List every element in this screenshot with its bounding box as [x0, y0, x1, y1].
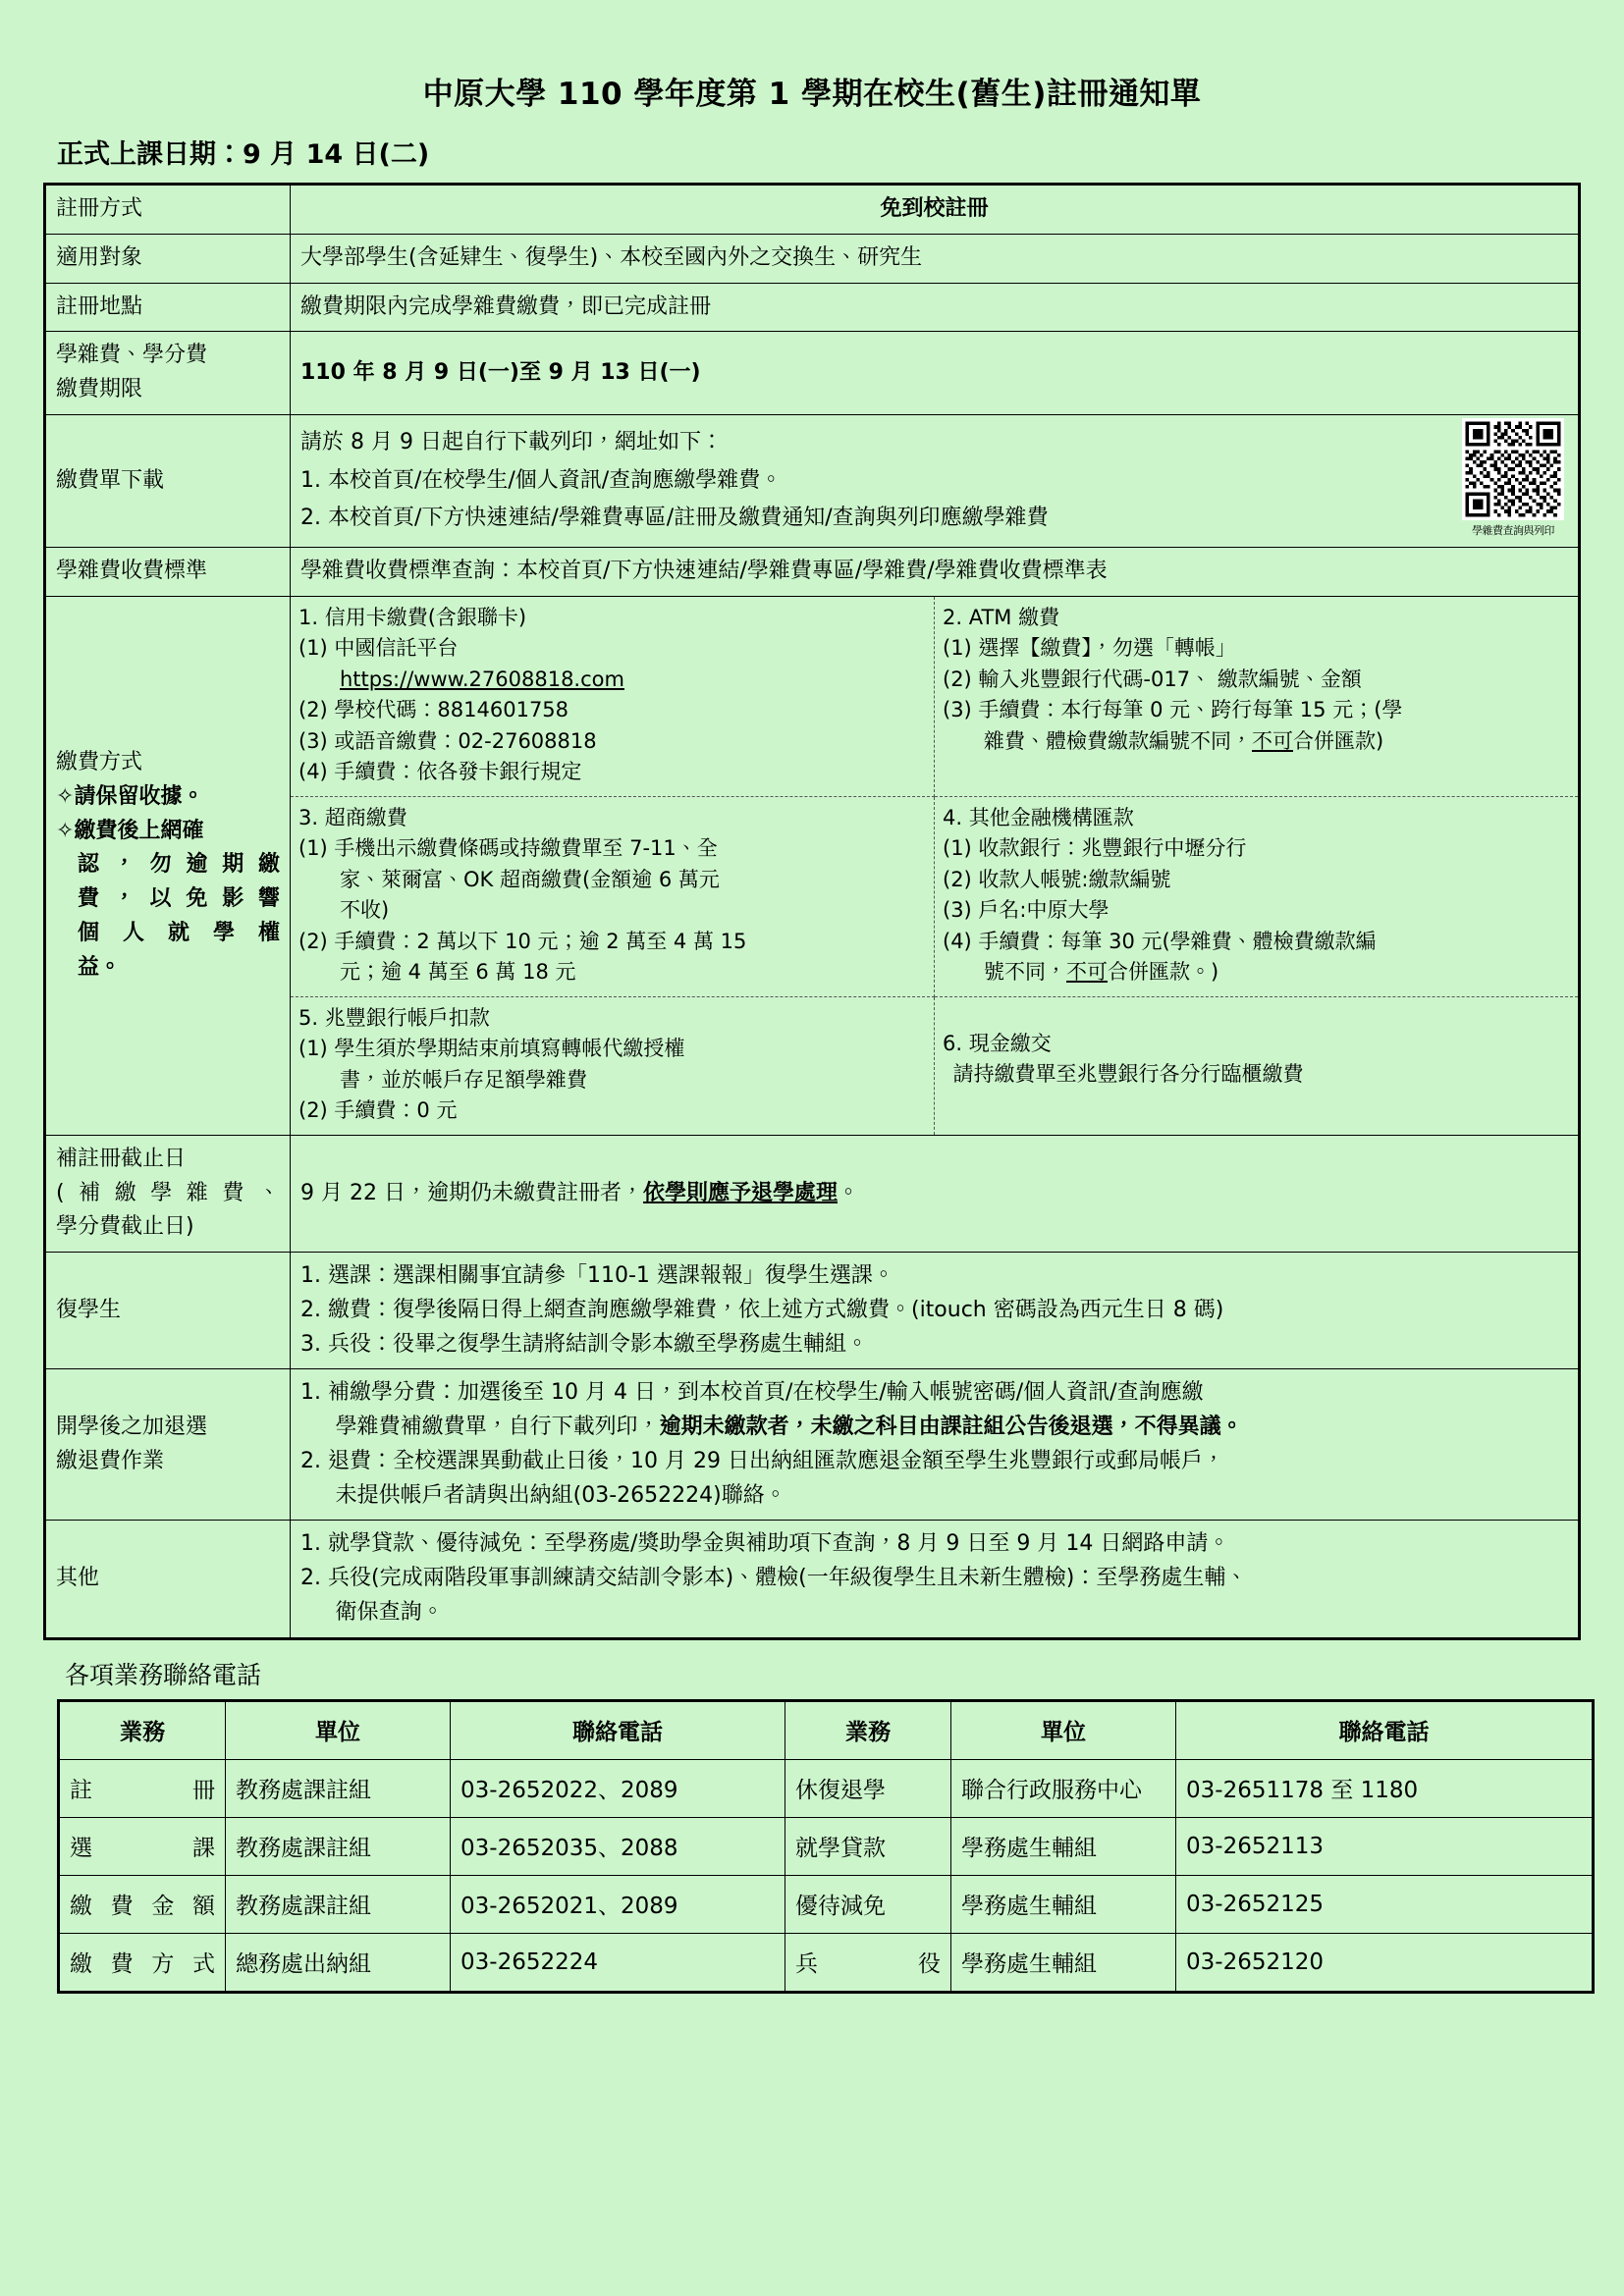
bill-download-line-1: 請於 8 月 9 日起自行下載列印，網址如下： — [300, 429, 723, 454]
table-row-registration-method — [45, 185, 1580, 235]
auto-debit-item-2: (2) 手續費：0 元 — [298, 1098, 458, 1123]
payment-method-convenience-store — [291, 796, 935, 996]
atm-item-2: (2) 輸入兆豐銀行代碼-017、 繳款編號、金額 — [943, 667, 1362, 691]
contact-unit-1-3: 總務處出納組 — [226, 1933, 451, 1992]
add-drop-item-1: 1. 補繳學分費：加選後至 10 月 4 日，到本校首頁/在校學生/輸入帳號密碼/個人資訊/查詢應繳 學雜費補繳費單，自行下載列印，逾期未繳款者，未繳之科目由課註組公告後退選，不得異議。 — [300, 1380, 1243, 1439]
row-value-registration-method: 免到校註冊 — [291, 185, 1580, 235]
contact-phone-2-3: 03-2652120 — [1176, 1933, 1594, 1992]
contact-phone-2-0: 03-2651178 至 1180 — [1176, 1759, 1594, 1817]
contact-unit-2-0: 聯合行政服務中心 — [951, 1759, 1176, 1817]
contact-phone-2-2: 03-2652125 — [1176, 1875, 1594, 1933]
row-label-target: 適用對象 — [45, 234, 291, 283]
cvs-item-2: (2) 手續費：2 萬以下 10 元；逾 2 萬至 4 萬 15 元；逾 4 萬至 6 萬 18 元 — [298, 929, 747, 985]
other-item-2: 2. 兵役(完成兩階段軍事訓練請交結訓令影本)、體檢(一年級復學生且未新生體檢)：至學務處生輔、 衛保查詢。 — [300, 1566, 1248, 1625]
table-row — [59, 1817, 1594, 1875]
table-row-late-registration — [45, 1135, 1580, 1252]
bank-transfer-item-3: (3) 戶名:中原大學 — [943, 898, 1110, 923]
credit-card-item-2: (2) 學校代碼：8814601758 — [298, 698, 569, 722]
contact-header-row — [59, 1700, 1594, 1759]
add-drop-item-2: 2. 退費：全校選課異動截止日後，10 月 29 日出納組匯款應退金額至學生兆豐銀行或郵局帳戶， 未提供帳戶者請與出納組(03-2652224)聯絡。 — [300, 1448, 1224, 1508]
class-start-date: 正式上課日期：9 月 14 日(二) — [57, 139, 430, 170]
cash-line: 請持繳費單至兆豐銀行各分行臨櫃繳費 — [952, 1062, 1304, 1087]
contact-unit-1-2: 教務處課註組 — [226, 1875, 451, 1933]
payment-note-2-line2: 認，勿逾期繳 — [78, 852, 280, 878]
qr-code-block — [1458, 418, 1568, 539]
payment-methods-grid-cell — [291, 596, 1580, 1135]
row-label-payment-deadline — [45, 332, 291, 415]
cvs-item-1: (1) 手機出示繳費條碼或持繳費單至 7-11、全 家、萊爾富、OK 超商繳費(金額逾 6 萬元 不收) — [298, 836, 720, 923]
table-row-payment-deadline — [45, 332, 1580, 415]
auto-debit-title: 5. 兆豐銀行帳戶扣款 — [298, 1005, 490, 1030]
contact-service-1-2: 繳費金額 — [59, 1875, 226, 1933]
cash-title: 6. 現金繳交 — [943, 1031, 1052, 1055]
table-row-bill-download — [45, 414, 1580, 547]
bill-download-line-2: 1. 本校首頁/在校學生/個人資訊/查詢應繳學雜費。 — [300, 467, 783, 493]
diamond-icon-2: ✧ — [56, 818, 75, 843]
diamond-icon: ✧ — [56, 783, 75, 809]
contact-service-1-3: 繳費方式 — [59, 1933, 226, 1992]
payment-method-atm — [935, 597, 1579, 797]
table-row-fee-standard — [45, 548, 1580, 597]
row-label-payment-deadline-line1: 學雜費、學分費 — [56, 343, 208, 368]
add-drop-label-line2: 繳退費作業 — [56, 1448, 165, 1473]
credit-card-item-3: (3) 或語音繳費：02-27608818 — [298, 728, 597, 753]
contact-header-unit-1: 單位 — [226, 1700, 451, 1759]
contact-unit-2-1: 學務處生輔組 — [951, 1817, 1176, 1875]
row-value-bill-download — [291, 414, 1580, 547]
contact-service-1-1: 選 課 — [59, 1817, 226, 1875]
table-row-place — [45, 283, 1580, 332]
credit-card-item-1: (1) 中國信託平台 — [298, 636, 459, 661]
row-value-place: 繳費期限內完成學雜費繳費，即已完成註冊 — [291, 283, 1580, 332]
returning-item-1: 1. 選課：選課相關事宜請參「110-1 選課報報」復學生選課。 — [300, 1263, 894, 1288]
bank-transfer-title: 4. 其他金融機構匯款 — [943, 805, 1134, 829]
contact-phone-1-2: 03-2652021、2089 — [451, 1875, 785, 1933]
contact-service-1-0: 註 冊 — [59, 1759, 226, 1817]
bank-transfer-item-4: (4) 手續費：每筆 30 元(學雜費、體檢費繳款編 號不同，不可合併匯款。) — [943, 929, 1377, 985]
contact-unit-1-0: 教務處課註組 — [226, 1759, 451, 1817]
returning-item-2: 2. 繳費：復學後隔日得上網查詢應繳學雜費，依上述方式繳費。(itouch 密碼設為西元生日 8 碼) — [300, 1297, 1224, 1322]
auto-debit-item-1: (1) 學生須於學期結束前填寫轉帳代繳授權 書，並於帳戶存足額學雜費 — [298, 1037, 685, 1092]
bank-transfer-item-1: (1) 收款銀行：兆豐銀行中壢分行 — [943, 836, 1247, 861]
contact-service-2-2: 優待減免 — [785, 1875, 951, 1933]
credit-card-item-4: (4) 手續費：依各發卡銀行規定 — [298, 760, 582, 784]
cvs-title: 3. 超商繳費 — [298, 805, 407, 829]
row-label-fee-standard: 學雜費收費標準 — [45, 548, 291, 597]
payment-method-auto-debit — [291, 996, 935, 1135]
atm-item-3: (3) 手續費：本行每筆 0 元、跨行每筆 15 元；(學 雜費、體檢費繳款編號不同，不可合併匯款) — [943, 698, 1403, 753]
contact-header-service-1: 業務 — [59, 1700, 226, 1759]
row-label-payment-deadline-line2: 繳費期限 — [56, 377, 143, 401]
qr-code-icon — [1462, 418, 1564, 520]
late-registration-label-line2: (補繳學雜費、 — [56, 1180, 280, 1205]
row-value-target: 大學部學生(含延肄生、復學生)、本校至國內外之交換生、研究生 — [291, 234, 1580, 283]
row-label-other: 其他 — [45, 1521, 291, 1638]
row-label-payment-methods — [45, 596, 291, 1135]
payment-grid-row-1 — [291, 597, 1578, 797]
contact-unit-1-1: 教務處課註組 — [226, 1817, 451, 1875]
contact-header-unit-2: 單位 — [951, 1700, 1176, 1759]
bank-transfer-item-2: (2) 收款人帳號:繳款編號 — [943, 867, 1171, 891]
atm-item-1: (1) 選擇【繳費】，勿選「轉帳」 — [943, 636, 1236, 661]
contact-phone-1-1: 03-2652035、2088 — [451, 1817, 785, 1875]
table-row-payment-methods — [45, 596, 1580, 1135]
page-title: 中原大學 110 學年度第 1 學期在校生(舊生)註冊通知單 — [422, 77, 1202, 112]
contact-header-service-2: 業務 — [785, 1700, 951, 1759]
row-value-late-registration: 9 月 22 日，逾期仍未繳費註冊者，依學則應予退學處理。 — [291, 1135, 1580, 1252]
late-registration-label-line3: 學分費截止日) — [56, 1214, 194, 1240]
credit-card-title: 1. 信用卡繳費(含銀聯卡) — [298, 605, 527, 629]
atm-title: 2. ATM 繳費 — [943, 605, 1060, 629]
contact-phone-2-1: 03-2652113 — [1176, 1817, 1594, 1875]
payment-note-2-line4: 個人就學權 — [78, 920, 280, 945]
add-drop-label-line1: 開學後之加退選 — [56, 1415, 208, 1439]
payment-note-2: ✧ 繳費後上網確 認，勿逾期繳 費，以免影響 個人就學權 益。 — [56, 815, 280, 986]
row-value-other — [291, 1521, 1580, 1638]
table-row — [59, 1875, 1594, 1933]
table-row-add-drop — [45, 1369, 1580, 1521]
table-row-returning-students — [45, 1253, 1580, 1369]
contact-phone-1-3: 03-2652224 — [451, 1933, 785, 1992]
row-value-payment-deadline: 110 年 8 月 9 日(一)至 9 月 13 日(一) — [291, 332, 1580, 415]
row-label-bill-download: 繳費單下載 — [45, 414, 291, 547]
contact-header-phone-1: 聯絡電話 — [451, 1700, 785, 1759]
contact-unit-2-3: 學務處生輔組 — [951, 1933, 1176, 1992]
payment-methods-grid — [291, 597, 1578, 1135]
contact-unit-2-2: 學務處生輔組 — [951, 1875, 1176, 1933]
table-row-target — [45, 234, 1580, 283]
credit-card-url: https://www.27608818.com — [340, 667, 624, 691]
bill-download-line-3: 2. 本校首頁/下方快速連結/學雜費專區/註冊及繳費通知/查詢與列印應繳學雜費 — [300, 506, 1049, 531]
contact-service-2-3: 兵 役 — [785, 1933, 951, 1992]
other-item-1: 1. 就學貸款、優待減免：至學務處/獎助學金與補助項下查詢，8 月 9 日至 9 月 14 日網路申請。 — [300, 1531, 1230, 1557]
returning-item-3: 3. 兵役：役畢之復學生請將結訓令影本繳至學務處生輔組。 — [300, 1331, 868, 1357]
row-label-add-drop — [45, 1369, 291, 1521]
table-row — [59, 1933, 1594, 1992]
row-value-returning-students — [291, 1253, 1580, 1369]
payment-methods-label: 繳費方式 — [56, 750, 143, 775]
contact-phone-1-0: 03-2652022、2089 — [451, 1759, 785, 1817]
contact-service-2-0: 休復退學 — [785, 1759, 951, 1817]
payment-grid-row-3 — [291, 996, 1578, 1135]
table-row-other — [45, 1521, 1580, 1638]
contact-header-phone-2: 聯絡電話 — [1176, 1700, 1594, 1759]
payment-method-bank-transfer — [935, 796, 1579, 996]
contact-service-2-1: 就學貸款 — [785, 1817, 951, 1875]
payment-method-credit-card — [291, 597, 935, 797]
payment-note-2-line5: 益。 — [78, 954, 122, 980]
row-label-late-registration — [45, 1135, 291, 1252]
contact-phone-table — [57, 1699, 1595, 1994]
payment-note-1: ✧請保留收據。 — [56, 783, 204, 809]
row-label-place: 註冊地點 — [45, 283, 291, 332]
row-value-add-drop — [291, 1369, 1580, 1521]
late-registration-label-line1: 補註冊截止日 — [56, 1146, 187, 1171]
payment-note-2-line3: 費，以免影響 — [78, 886, 280, 912]
payment-grid-row-2 — [291, 796, 1578, 996]
row-label-returning-students: 復學生 — [45, 1253, 291, 1369]
row-label-registration-method: 註冊方式 — [45, 185, 291, 235]
registration-info-table — [43, 183, 1581, 1640]
payment-method-cash — [935, 996, 1579, 1135]
table-row — [59, 1759, 1594, 1817]
contact-section-title: 各項業務聯絡電話 — [65, 1660, 262, 1689]
qr-code-caption: 學雜費查詢與列印 — [1472, 523, 1554, 537]
row-value-fee-standard: 學雜費收費標準查詢：本校首頁/下方快速連結/學雜費專區/學雜費/學雜費收費標準表 — [291, 548, 1580, 597]
